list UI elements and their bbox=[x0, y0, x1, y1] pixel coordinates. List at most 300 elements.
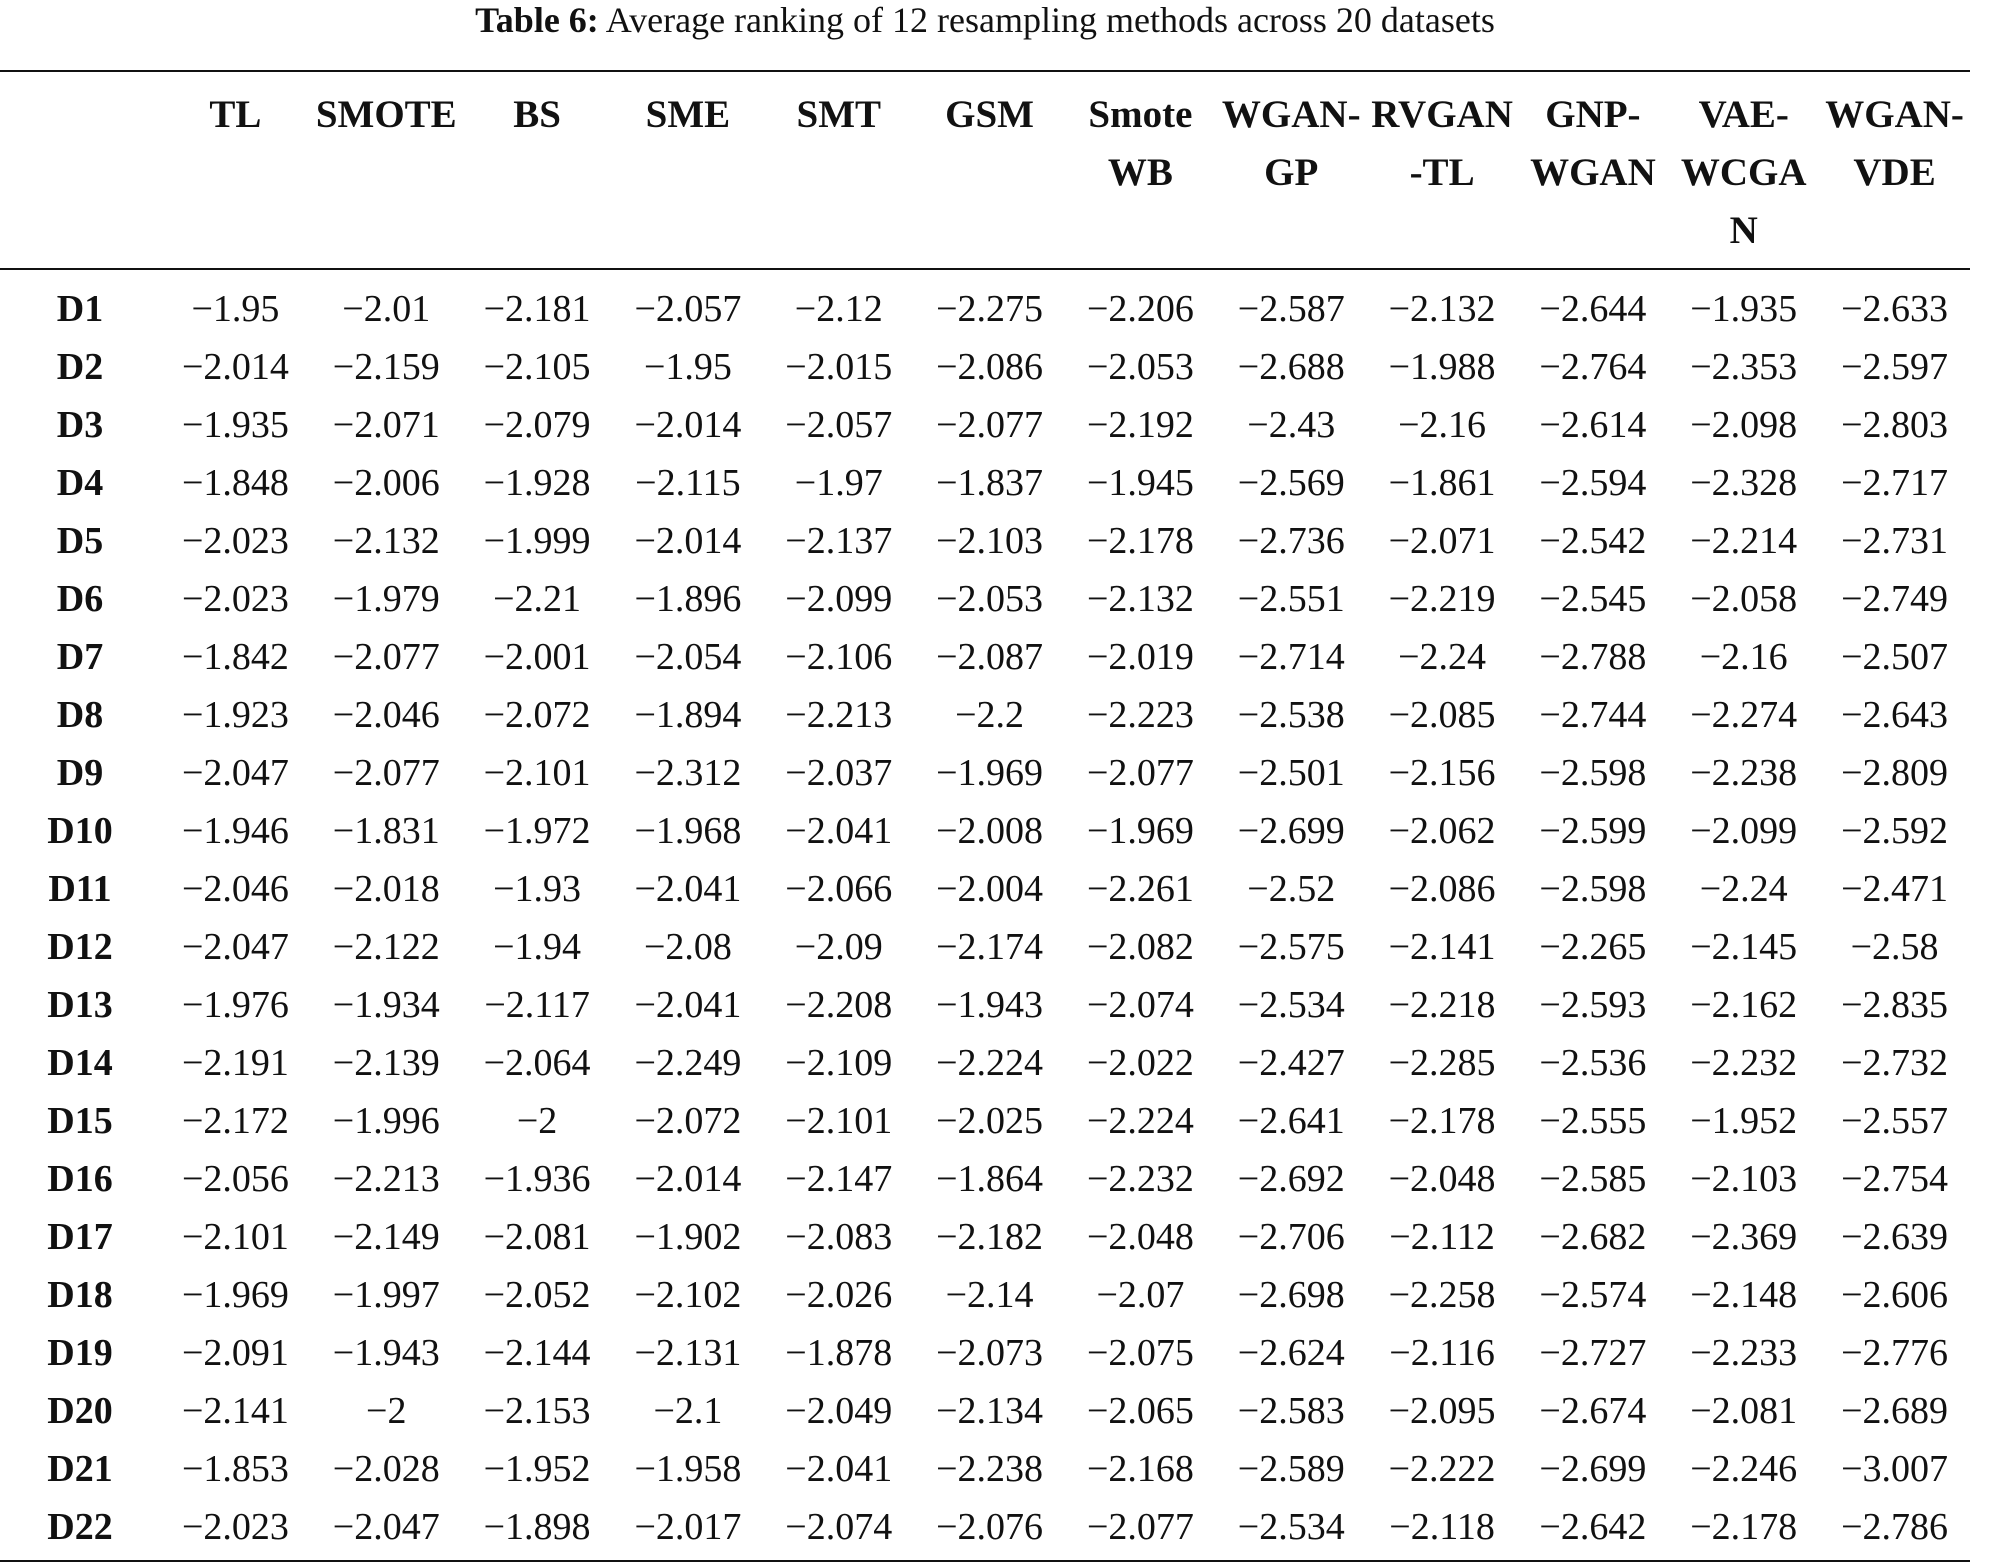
table-cell: −2.022 bbox=[1086, 1042, 1194, 1084]
table-cell: −2.08 bbox=[643, 926, 732, 968]
table-cell: −2.074 bbox=[1086, 984, 1194, 1026]
table-cell: −2.643 bbox=[1841, 694, 1949, 736]
table-cell: −1.95 bbox=[191, 288, 280, 330]
column-header: SMOTE bbox=[311, 72, 462, 269]
table-cell: −2.047 bbox=[181, 926, 289, 968]
table-cell: −1.952 bbox=[483, 1448, 591, 1490]
table-cell: −2.077 bbox=[332, 752, 440, 794]
table-cell: −1.93 bbox=[493, 868, 582, 910]
row-header-cell: D8 bbox=[56, 694, 104, 736]
table-cell: −2.144 bbox=[483, 1332, 591, 1374]
row-header-cell: D5 bbox=[56, 520, 104, 562]
table-cell: −2.095 bbox=[1388, 1390, 1496, 1432]
table-cell: −2.073 bbox=[936, 1332, 1044, 1374]
table-cell: −2.206 bbox=[1086, 288, 1194, 330]
table-row bbox=[0, 1498, 1970, 1561]
table-cell: −2.698 bbox=[1237, 1274, 1345, 1316]
table-cell: −2.049 bbox=[785, 1390, 893, 1432]
table-cell: −2.174 bbox=[936, 926, 1044, 968]
table-cell: −2.803 bbox=[1841, 404, 1949, 446]
row-header-cell: D2 bbox=[56, 346, 104, 388]
row-header-cell: D4 bbox=[56, 462, 104, 504]
table-cell: −2.139 bbox=[332, 1042, 440, 1084]
table-cell: −2.077 bbox=[936, 404, 1044, 446]
table-cell: −2.265 bbox=[1539, 926, 1647, 968]
table-cell: −2 bbox=[516, 1100, 558, 1142]
table-cell: −2.162 bbox=[1690, 984, 1798, 1026]
row-header-cell: D22 bbox=[0, 1498, 160, 1561]
table-cell: −2.598 bbox=[1539, 868, 1647, 910]
table-cell: −2.599 bbox=[1539, 810, 1647, 852]
table-cell: −2.145 bbox=[1690, 926, 1798, 968]
row-header-cell: D20 bbox=[47, 1390, 113, 1432]
table-cell: −2.593 bbox=[1539, 984, 1647, 1026]
column-header: GSM bbox=[914, 72, 1065, 269]
table-cell: −3.007 bbox=[1841, 1448, 1949, 1490]
row-header-cell: D18 bbox=[47, 1274, 113, 1316]
table-row bbox=[0, 628, 1970, 686]
table-cell: −2.181 bbox=[483, 288, 591, 330]
table-cell: −1.979 bbox=[332, 578, 440, 620]
table-cell: −2.148 bbox=[1690, 1274, 1798, 1316]
table-cell: −2.569 bbox=[1237, 462, 1345, 504]
table-cell: −2.744 bbox=[1539, 694, 1647, 736]
table-cell: −2.006 bbox=[332, 462, 440, 504]
table-cell: −2.077 bbox=[1065, 1498, 1216, 1561]
table-cell: −2.583 bbox=[1237, 1390, 1345, 1432]
table-cell: −2.246 bbox=[1690, 1448, 1798, 1490]
table-cell: −2.575 bbox=[1237, 926, 1345, 968]
table-cell: −2.1 bbox=[653, 1390, 723, 1432]
table-cell: −1.935 bbox=[181, 404, 289, 446]
table-cell: −2.427 bbox=[1237, 1042, 1345, 1084]
table-cell: −2.213 bbox=[332, 1158, 440, 1200]
table-cell: −2.213 bbox=[785, 694, 893, 736]
table-cell: −2.555 bbox=[1539, 1100, 1647, 1142]
table-cell: −2.072 bbox=[634, 1100, 742, 1142]
row-header-cell: D12 bbox=[47, 926, 113, 968]
table-cell: −2.087 bbox=[936, 636, 1044, 678]
table-row bbox=[0, 1324, 1970, 1382]
table-cell: −1.878 bbox=[785, 1332, 893, 1374]
table-cell: −2.081 bbox=[483, 1216, 591, 1258]
table-cell: −2.116 bbox=[1389, 1332, 1495, 1374]
table-cell: −2.075 bbox=[1086, 1332, 1194, 1374]
table-cell: −2.754 bbox=[1841, 1158, 1949, 1200]
table-cell: −2.053 bbox=[936, 578, 1044, 620]
table-cell: −2.052 bbox=[483, 1274, 591, 1316]
table-cell: −2.274 bbox=[1690, 694, 1798, 736]
table-cell: −2.592 bbox=[1841, 810, 1949, 852]
table-cell: −2.218 bbox=[1388, 984, 1496, 1026]
table-cell: −2.141 bbox=[181, 1390, 289, 1432]
table-cell: −2.105 bbox=[483, 346, 591, 388]
table-header-row bbox=[0, 72, 1970, 269]
table-cell: −2.101 bbox=[181, 1216, 289, 1258]
table-cell: −2.026 bbox=[785, 1274, 893, 1316]
table-cell: −2.642 bbox=[1517, 1498, 1668, 1561]
table-cell: −2.682 bbox=[1539, 1216, 1647, 1258]
row-header-cell: D13 bbox=[47, 984, 113, 1026]
table-cell: −2.062 bbox=[1388, 810, 1496, 852]
table-cell: −2.09 bbox=[794, 926, 883, 968]
table-cell: −2.219 bbox=[1388, 578, 1496, 620]
table-cell: −2.134 bbox=[936, 1390, 1044, 1432]
table-cell: −1.935 bbox=[1690, 288, 1798, 330]
table-cell: −2.328 bbox=[1690, 462, 1798, 504]
table-cell: −2.534 bbox=[1237, 984, 1345, 1026]
table-cell: −2.132 bbox=[1388, 288, 1496, 330]
column-header: TL bbox=[160, 72, 311, 269]
table-cell: −2.115 bbox=[635, 462, 741, 504]
table-cell: −2.688 bbox=[1237, 346, 1345, 388]
table-row bbox=[0, 976, 1970, 1034]
table-cell: −2.12 bbox=[794, 288, 883, 330]
table-cell: −2.538 bbox=[1237, 694, 1345, 736]
table-cell: −2.064 bbox=[483, 1042, 591, 1084]
table-cell: −2.141 bbox=[1388, 926, 1496, 968]
table-cell: −2.501 bbox=[1237, 752, 1345, 794]
table-cell: −2.103 bbox=[936, 520, 1044, 562]
table-cell: −2.102 bbox=[634, 1274, 742, 1316]
table-cell: −1.988 bbox=[1388, 346, 1496, 388]
table-cell: −2.131 bbox=[634, 1332, 742, 1374]
column-header: VAE-WCGAN bbox=[1668, 72, 1819, 269]
table-cell: −2.736 bbox=[1237, 520, 1345, 562]
table-cell: −2.717 bbox=[1841, 462, 1949, 504]
table-cell: −2.07 bbox=[1096, 1274, 1185, 1316]
table-cell: −2.101 bbox=[785, 1100, 893, 1142]
table-cell: −2.041 bbox=[634, 868, 742, 910]
table-cell: −2.053 bbox=[1086, 346, 1194, 388]
table-cell: −2.587 bbox=[1237, 288, 1345, 330]
table-cell: −2.076 bbox=[914, 1498, 1065, 1561]
table-cell: −2.023 bbox=[181, 520, 289, 562]
table-cell: −2.168 bbox=[1086, 1448, 1194, 1490]
table-cell: −2.275 bbox=[936, 288, 1044, 330]
table-cell: −1.943 bbox=[332, 1332, 440, 1374]
table-cell: −1.861 bbox=[1388, 462, 1496, 504]
table-cell: −2.023 bbox=[160, 1498, 311, 1561]
table-cell: −2.731 bbox=[1841, 520, 1949, 562]
table-cell: −1.934 bbox=[332, 984, 440, 1026]
table-cell: −2.137 bbox=[785, 520, 893, 562]
table-cell: −2.223 bbox=[1086, 694, 1194, 736]
table-cell: −1.928 bbox=[483, 462, 591, 504]
column-header: Smote WB bbox=[1065, 72, 1216, 269]
table-cell: −2.025 bbox=[936, 1100, 1044, 1142]
table-cell: −1.894 bbox=[634, 694, 742, 736]
table-cell: −2.353 bbox=[1690, 346, 1798, 388]
table-cell: −2.614 bbox=[1539, 404, 1647, 446]
table-row bbox=[0, 744, 1970, 802]
table-cell: −2.041 bbox=[785, 1448, 893, 1490]
table-cell: −2.699 bbox=[1539, 1448, 1647, 1490]
table-cell: −2.079 bbox=[483, 404, 591, 446]
row-header-cell: D11 bbox=[48, 868, 112, 910]
table-cell: −2.122 bbox=[332, 926, 440, 968]
table-cell: −2.249 bbox=[634, 1042, 742, 1084]
row-header-cell: D19 bbox=[47, 1332, 113, 1374]
table-cell: −2.641 bbox=[1237, 1100, 1345, 1142]
table-cell: −2.224 bbox=[936, 1042, 1044, 1084]
table-row bbox=[0, 512, 1970, 570]
table-row bbox=[0, 686, 1970, 744]
table-cell: −2.117 bbox=[484, 984, 590, 1026]
table-cell: −2.099 bbox=[785, 578, 893, 620]
table-cell: −2.624 bbox=[1237, 1332, 1345, 1374]
table-cell: −2.557 bbox=[1841, 1100, 1949, 1142]
table-cell: −1.95 bbox=[643, 346, 732, 388]
column-header: WGAN-GP bbox=[1216, 72, 1367, 269]
table-cell: −2.072 bbox=[483, 694, 591, 736]
table-cell: −2.037 bbox=[785, 752, 893, 794]
table-cell: −2.077 bbox=[1086, 752, 1194, 794]
table-cell: −1.976 bbox=[181, 984, 289, 1026]
table-cell: −2.112 bbox=[1389, 1216, 1495, 1258]
table-cell: −2.534 bbox=[1216, 1498, 1367, 1561]
table-row bbox=[0, 918, 1970, 976]
table-cell: −1.831 bbox=[332, 810, 440, 852]
table-cell: −2.43 bbox=[1247, 404, 1336, 446]
table-cell: −1.842 bbox=[181, 636, 289, 678]
column-header: GNP-WGAN bbox=[1517, 72, 1668, 269]
table-cell: −2.21 bbox=[493, 578, 582, 620]
table-cell: −2.471 bbox=[1841, 868, 1949, 910]
table-cell: −2.086 bbox=[936, 346, 1044, 388]
table-cell: −2.098 bbox=[1690, 404, 1798, 446]
corner-header-cell bbox=[0, 72, 160, 269]
table-cell: −2.106 bbox=[785, 636, 893, 678]
table-cell: −2.018 bbox=[332, 868, 440, 910]
table-cell: −2.222 bbox=[1388, 1448, 1496, 1490]
table-cell: −2.071 bbox=[332, 404, 440, 446]
table-cell: −2.238 bbox=[936, 1448, 1044, 1490]
table-cell: −2.545 bbox=[1539, 578, 1647, 620]
table-cell: −2.083 bbox=[785, 1216, 893, 1258]
table-cell: −2.081 bbox=[1690, 1390, 1798, 1432]
table-cell: −2.01 bbox=[342, 288, 431, 330]
table-cell: −1.945 bbox=[1086, 462, 1194, 504]
table-cell: −2.066 bbox=[785, 868, 893, 910]
table-cell: −2.046 bbox=[332, 694, 440, 736]
table-cell: −2.597 bbox=[1841, 346, 1949, 388]
table-row bbox=[0, 1092, 1970, 1150]
table-cell: −1.848 bbox=[181, 462, 289, 504]
table-cell: −2.099 bbox=[1690, 810, 1798, 852]
row-header-cell: D16 bbox=[47, 1158, 113, 1200]
table-row bbox=[0, 570, 1970, 628]
column-header: SMT bbox=[763, 72, 914, 269]
table-cell: −2.041 bbox=[785, 810, 893, 852]
table-cell: −2.2 bbox=[955, 694, 1025, 736]
table-cell: −2.258 bbox=[1388, 1274, 1496, 1316]
table-caption-label: Table 6: bbox=[475, 0, 599, 40]
table-row bbox=[0, 860, 1970, 918]
table-caption-text: Average ranking of 12 resampling methods across 20 datasets bbox=[598, 0, 1495, 40]
table-cell: −2.191 bbox=[181, 1042, 289, 1084]
table-cell: −2.585 bbox=[1539, 1158, 1647, 1200]
table-cell: −1.969 bbox=[936, 752, 1044, 794]
table-row bbox=[0, 454, 1970, 512]
table-cell: −2.077 bbox=[332, 636, 440, 678]
table-cell: −2.233 bbox=[1690, 1332, 1798, 1374]
table-cell: −2.159 bbox=[332, 346, 440, 388]
table-cell: −2.048 bbox=[1086, 1216, 1194, 1258]
table-cell: −2.312 bbox=[634, 752, 742, 794]
table-cell: −1.968 bbox=[634, 810, 742, 852]
table-cell: −2.057 bbox=[634, 288, 742, 330]
table-cell: −2.028 bbox=[332, 1448, 440, 1490]
table-cell: −2.536 bbox=[1539, 1042, 1647, 1084]
table-cell: −1.958 bbox=[634, 1448, 742, 1490]
row-header-cell: D10 bbox=[47, 810, 113, 852]
table-cell: −2.071 bbox=[1388, 520, 1496, 562]
table-cell: −2.727 bbox=[1539, 1332, 1647, 1374]
table-cell: −2.086 bbox=[1388, 868, 1496, 910]
column-header: RVGAN-TL bbox=[1367, 72, 1518, 269]
table-row bbox=[0, 802, 1970, 860]
table-cell: −2 bbox=[366, 1390, 407, 1432]
table-cell: −2.014 bbox=[181, 346, 289, 388]
table-cell: −1.837 bbox=[936, 462, 1044, 504]
table-cell: −2.16 bbox=[1398, 404, 1487, 446]
row-header-cell: D9 bbox=[56, 752, 104, 794]
table-cell: −2.091 bbox=[181, 1332, 289, 1374]
table-cell: −2.182 bbox=[936, 1216, 1044, 1258]
table-cell: −2.238 bbox=[1690, 752, 1798, 794]
table-cell: −2.16 bbox=[1699, 636, 1788, 678]
row-header-cell: D17 bbox=[47, 1216, 113, 1258]
table-cell: −2.132 bbox=[332, 520, 440, 562]
table-cell: −1.997 bbox=[332, 1274, 440, 1316]
table-cell: −1.902 bbox=[634, 1216, 742, 1258]
table-cell: −1.952 bbox=[1690, 1100, 1798, 1142]
table-cell: −2.644 bbox=[1539, 288, 1647, 330]
table-cell: −2.598 bbox=[1539, 752, 1647, 794]
table-cell: −2.689 bbox=[1841, 1390, 1949, 1432]
table-cell: −2.047 bbox=[311, 1498, 462, 1561]
table-cell: −1.969 bbox=[1086, 810, 1194, 852]
table-cell: −2.58 bbox=[1850, 926, 1939, 968]
table-cell: −2.014 bbox=[634, 404, 742, 446]
table-cell: −1.97 bbox=[794, 462, 883, 504]
ranking-table bbox=[0, 70, 1970, 1562]
table-row bbox=[0, 1150, 1970, 1208]
row-header-cell: D14 bbox=[47, 1042, 113, 1084]
table-cell: −2.132 bbox=[1086, 578, 1194, 620]
table-row bbox=[0, 1440, 1970, 1498]
table-cell: −1.946 bbox=[181, 810, 289, 852]
table-cell: −2.594 bbox=[1539, 462, 1647, 504]
table-cell: −2.639 bbox=[1841, 1216, 1949, 1258]
table-cell: −2.101 bbox=[483, 752, 591, 794]
table-cell: −2.178 bbox=[1668, 1498, 1819, 1561]
table-cell: −2.714 bbox=[1237, 636, 1345, 678]
table-cell: −2.835 bbox=[1841, 984, 1949, 1026]
table-cell: −2.023 bbox=[181, 578, 289, 620]
table-cell: −2.232 bbox=[1086, 1158, 1194, 1200]
table-cell: −1.864 bbox=[936, 1158, 1044, 1200]
table-cell: −2.52 bbox=[1247, 868, 1336, 910]
table-cell: −2.706 bbox=[1237, 1216, 1345, 1258]
row-header-cell: D3 bbox=[56, 404, 104, 446]
table-row bbox=[0, 338, 1970, 396]
table-cell: −2.633 bbox=[1841, 288, 1949, 330]
table-cell: −2.574 bbox=[1539, 1274, 1647, 1316]
table-cell: −2.542 bbox=[1539, 520, 1647, 562]
table-cell: −2.224 bbox=[1086, 1100, 1194, 1142]
table-cell: −2.261 bbox=[1086, 868, 1194, 910]
table-cell: −2.809 bbox=[1841, 752, 1949, 794]
table-cell: −2.054 bbox=[634, 636, 742, 678]
table-cell: −2.24 bbox=[1699, 868, 1788, 910]
table-cell: −2.369 bbox=[1690, 1216, 1798, 1258]
table-cell: −2.172 bbox=[181, 1100, 289, 1142]
table-cell: −2.285 bbox=[1388, 1042, 1496, 1084]
table-cell: −2.103 bbox=[1690, 1158, 1798, 1200]
table-cell: −2.156 bbox=[1388, 752, 1496, 794]
table-cell: −2.041 bbox=[634, 984, 742, 1026]
table-cell: −2.065 bbox=[1086, 1390, 1194, 1432]
table-cell: −2.046 bbox=[181, 868, 289, 910]
table-cell: −2.014 bbox=[634, 1158, 742, 1200]
table-cell: −1.898 bbox=[462, 1498, 613, 1561]
table-cell: −2.019 bbox=[1086, 636, 1194, 678]
table-cell: −1.923 bbox=[181, 694, 289, 736]
table-cell: −2.014 bbox=[634, 520, 742, 562]
table-cell: −2.14 bbox=[945, 1274, 1034, 1316]
table-body bbox=[0, 269, 1970, 1561]
table-cell: −2.732 bbox=[1841, 1042, 1949, 1084]
table-cell: −2.153 bbox=[483, 1390, 591, 1432]
table-cell: −2.015 bbox=[785, 346, 893, 388]
table-row bbox=[0, 1034, 1970, 1092]
table-cell: −1.943 bbox=[936, 984, 1044, 1026]
table-cell: −2.208 bbox=[785, 984, 893, 1026]
table-cell: −2.109 bbox=[785, 1042, 893, 1084]
row-header-cell: D21 bbox=[47, 1448, 113, 1490]
row-header-cell: D15 bbox=[47, 1100, 113, 1142]
column-header: WGAN-VDE bbox=[1819, 72, 1970, 269]
table-cell: −2.788 bbox=[1539, 636, 1647, 678]
table-cell: −2.147 bbox=[785, 1158, 893, 1200]
table-cell: −2.192 bbox=[1086, 404, 1194, 446]
table-cell: −2.551 bbox=[1237, 578, 1345, 620]
table-cell: −2.008 bbox=[936, 810, 1044, 852]
row-header-cell: D6 bbox=[56, 578, 104, 620]
table-cell: −1.853 bbox=[181, 1448, 289, 1490]
column-header: BS bbox=[462, 72, 613, 269]
column-header: SME bbox=[613, 72, 764, 269]
row-header-cell: D7 bbox=[56, 636, 104, 678]
table-cell: −2.058 bbox=[1690, 578, 1798, 620]
table-cell: −2.017 bbox=[613, 1498, 764, 1561]
table-cell: −2.214 bbox=[1690, 520, 1798, 562]
table-row bbox=[0, 269, 1970, 338]
table-cell: −2.776 bbox=[1841, 1332, 1949, 1374]
table-cell: −1.969 bbox=[181, 1274, 289, 1316]
table-cell: −2.606 bbox=[1841, 1274, 1949, 1316]
table-cell: −1.936 bbox=[483, 1158, 591, 1200]
table-cell: −2.048 bbox=[1388, 1158, 1496, 1200]
table-cell: −2.764 bbox=[1539, 346, 1647, 388]
table-cell: −1.896 bbox=[634, 578, 742, 620]
table-row bbox=[0, 1266, 1970, 1324]
table-cell: −2.786 bbox=[1819, 1498, 1970, 1561]
table-cell: −1.94 bbox=[493, 926, 582, 968]
table-cell: −2.232 bbox=[1690, 1042, 1798, 1084]
